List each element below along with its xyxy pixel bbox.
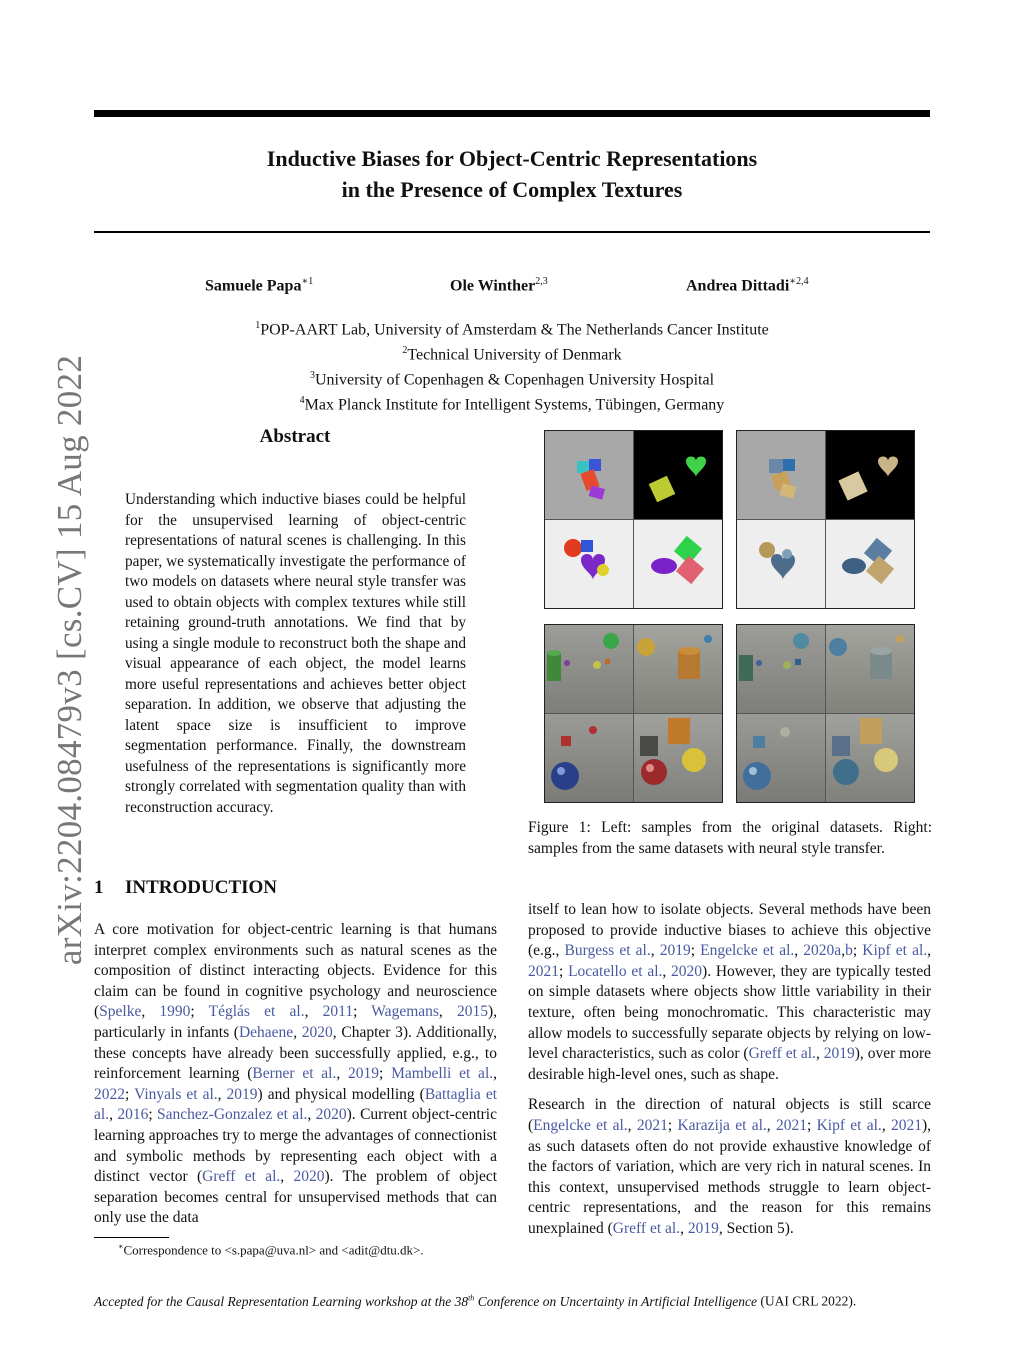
- intro-right-column: [528, 900, 931, 1240]
- citation-link[interactable]: Mambelli et al.: [391, 1065, 494, 1083]
- figure-cell: [634, 714, 722, 802]
- citation-link[interactable]: b: [845, 942, 853, 960]
- author-papa: Samuele Papa$^{∗1}$: [205, 276, 314, 295]
- styled-clevr-scene-image: [737, 714, 825, 802]
- citation-link[interactable]: Téglás et al.: [208, 1003, 305, 1021]
- figure-caption: Figure 1: Left: samples from the original datasets. Right: samples from the same datasets with neural style transfer.: [528, 819, 932, 857]
- figure-panel-clevr-styled: [736, 624, 915, 803]
- citation-link[interactable]: Greff et al.: [202, 1168, 281, 1186]
- citation-link[interactable]: Spelke: [99, 1003, 142, 1021]
- figure-cell: [634, 431, 722, 519]
- sprite-scene-image: [545, 520, 633, 608]
- title-line-1: Inductive Biases for Object-Centric Representations: [266, 146, 758, 171]
- citation-link[interactable]: 2022: [94, 1085, 125, 1103]
- citation-link[interactable]: 2021: [528, 962, 559, 980]
- citation-link[interactable]: 2021: [636, 1116, 668, 1134]
- citation-link[interactable]: 2019: [659, 942, 691, 960]
- affiliations: [94, 316, 930, 416]
- figure-cell: [826, 714, 914, 802]
- styled-sprite-scene-image: [826, 431, 914, 519]
- citation-link[interactable]: 2020: [301, 1023, 333, 1041]
- citation-link[interactable]: Vinyals et al.: [134, 1085, 218, 1103]
- figure-cell: [826, 431, 914, 519]
- citation-link[interactable]: Engelcke et al.: [533, 1116, 628, 1134]
- citation-link[interactable]: 1990: [159, 1003, 191, 1021]
- citation-link[interactable]: 2020: [293, 1168, 325, 1186]
- figure-cell: [634, 520, 722, 608]
- citation-link[interactable]: Karazija et al.: [677, 1116, 767, 1134]
- author-winther: Ole Winther$^{2,3}$: [450, 276, 548, 295]
- citation-link[interactable]: 2019: [226, 1085, 258, 1103]
- figure-cell: [545, 625, 633, 713]
- styled-clevr-scene-image: [826, 714, 914, 802]
- clevr-scene-image: [634, 625, 722, 713]
- clevr-scene-image: [545, 714, 633, 802]
- sprite-scene-image: [545, 431, 633, 519]
- figure-cell: [826, 520, 914, 608]
- citation-link[interactable]: Berner et al.: [252, 1065, 337, 1083]
- abstract-heading: Abstract: [259, 426, 331, 447]
- figure-cell: [826, 625, 914, 713]
- intro-left-column: A core motivation for object-centric learning is that humans interpret complex environments such as natural scenes as the composition of distinct interacting objects. Evidence for this claim can be found in cognitive psychology and neuroscience (Spelke, 1990; Téglás et al., 2011; Wagemans, 2015), particularly in infants (Dehaene, 2020, Chapter 3). Additionally, these concepts have already been successfully applied, e.g., to reinforcement learning (Berner et al., 2019; Mambelli et al., 2022; Vinyals et al., 2019) and physical modelling (Battaglia et al., 2016; Sanchez-Gonzalez et al., 2020). Current object-centric learning approaches try to merge the advantages of connectionist and symbolic methods by representing each object with a distinct vector (Greff et al., 2020). The problem of object separation becomes central for unsupervised methods that can only use the data: [94, 921, 498, 1227]
- figure-cell: [545, 714, 633, 802]
- title-rule: [94, 231, 930, 233]
- affiliation-4: $^4$Max Planck Institute for Intelligent Systems, Tübingen, Germany: [299, 395, 725, 414]
- figure-cell: [737, 520, 825, 608]
- clevr-scene-image: [634, 714, 722, 802]
- figure-cell: [634, 625, 722, 713]
- top-rule: [94, 110, 930, 117]
- citation-link[interactable]: Kipf et al.: [816, 1116, 882, 1134]
- citation-link[interactable]: Dehaene: [238, 1023, 294, 1041]
- affiliation-3: $^3$University of Copenhagen & Copenhagen University Hospital: [309, 370, 715, 389]
- intro-paragraph: itself to lean how to isolate objects. Several methods have been proposed to provide inductive biases to achieve this objective (e.g., Burgess et al., 2019; Engelcke et al., 2020a,b; Kipf et al., 2021; Locatello et al., 2020). However, they are typically tested on simple datasets where objects show little variability in their texture, often being monochromatic. This characteristic may allow models to successfully separate objects by relying on low-level characteristics, such as color (Greff et al., 2019), over more desirable high-level ones, such as shape.: [528, 901, 932, 1083]
- author-dittadi: Andrea Dittadi$^{∗2,4}$: [686, 276, 809, 295]
- citation-link[interactable]: Sanchez-Gonzalez et al.: [157, 1106, 308, 1124]
- sprite-scene-image: [634, 520, 722, 608]
- footnote: ∗Correspondence to <s.papa@uva.nl> and <adit@dtu.dk>.: [118, 1242, 424, 1258]
- figure-cell: [737, 431, 825, 519]
- figure-cell: [545, 520, 633, 608]
- figure-cell: [737, 714, 825, 802]
- styled-clevr-scene-image: [737, 625, 825, 713]
- citation-link[interactable]: 2021: [775, 1116, 807, 1134]
- citation-link[interactable]: Engelcke et al.: [700, 942, 795, 960]
- page-footer: Accepted for the Causal Representation Learning workshop at the 38th Conference on Uncertainty in Artificial Intelligence (UAI CRL 2022).: [94, 1293, 857, 1309]
- citation-link[interactable]: Greff et al.: [748, 1045, 816, 1063]
- citation-link[interactable]: 2019: [687, 1219, 719, 1237]
- footnote-rule: [94, 1237, 169, 1238]
- sprite-scene-image: [634, 431, 722, 519]
- abstract-text: Understanding which inductive biases could be helpful for the unsupervised learning of object-centric representations of natural scenes is challenging. In this paper, we systematically investigate the performance of two models on datasets where neural style transfer was used to obtain objects with complex textures while still retaining ground-truth annotations. We find that by using a single module to reconstruct both the shape and visual appearance of each object, the model learns more useful representations and achieves better object separation. In addition, we observe that adjusting the latent space size is insufficient to improve segmentation performance. Finally, the downstream usefulness of the representations is significantly more strongly correlated with segmentation quality than with reconstruction accuracy.: [125, 491, 466, 816]
- citation-link[interactable]: Burgess et al.: [564, 942, 651, 960]
- affiliation-1: $^1$POP-AART Lab, University of Amsterdam & The Netherlands Cancer Institute: [255, 320, 769, 339]
- citation-link[interactable]: 2020a: [803, 942, 842, 960]
- arxiv-identifier[interactable]: arXiv:2204.08479v3 [cs.CV] 15 Aug 2022: [50, 354, 89, 966]
- citation-link[interactable]: 2020: [671, 962, 703, 980]
- styled-clevr-scene-image: [826, 625, 914, 713]
- clevr-scene-image: [545, 625, 633, 713]
- title-line-2: in the Presence of Complex Textures: [341, 177, 683, 202]
- citation-link[interactable]: Locatello et al.: [568, 962, 663, 980]
- paper-title: [94, 143, 930, 205]
- styled-sprite-scene-image: [737, 520, 825, 608]
- citation-link[interactable]: 2019: [348, 1065, 379, 1083]
- citation-link[interactable]: 2019: [823, 1045, 855, 1063]
- intro-paragraph: Research in the direction of natural objects is still scarce (Engelcke et al., 2021; Karazija et al., 2021; Kipf et al., 2021), as such datasets often do not provide exhaustive knowledge of the factors of variation, which are very rich in natural scenes. In this context, unsupervised methods struggle to learn object-centric representations, and the reason for this remains unexplained (Greff et al., 2019, Section 5).: [528, 1096, 932, 1237]
- citation-link[interactable]: 2020: [315, 1106, 347, 1124]
- styled-sprite-scene-image: [737, 431, 825, 519]
- citation-link[interactable]: Greff et al.: [612, 1219, 681, 1237]
- figure-cell: [737, 625, 825, 713]
- citation-link[interactable]: 2016: [117, 1106, 149, 1124]
- citation-link[interactable]: Battaglia et al.: [94, 1085, 498, 1124]
- affiliation-2: $^2$Technical University of Denmark: [402, 345, 622, 364]
- figure-panel-sprites-original: [544, 430, 723, 609]
- citation-link[interactable]: Wagemans: [371, 1003, 439, 1021]
- figure-panel-clevr-original: [544, 624, 723, 803]
- section-heading: 1 INTRODUCTION: [94, 877, 278, 898]
- figure-panel-sprites-styled: [736, 430, 915, 609]
- citation-link[interactable]: 2011: [322, 1003, 354, 1021]
- citation-link[interactable]: 2015: [456, 1003, 488, 1021]
- citation-link[interactable]: 2021: [890, 1116, 922, 1134]
- styled-sprite-scene-image: [826, 520, 914, 608]
- figure-cell: [545, 431, 633, 519]
- citation-link[interactable]: Kipf et al.: [862, 942, 928, 960]
